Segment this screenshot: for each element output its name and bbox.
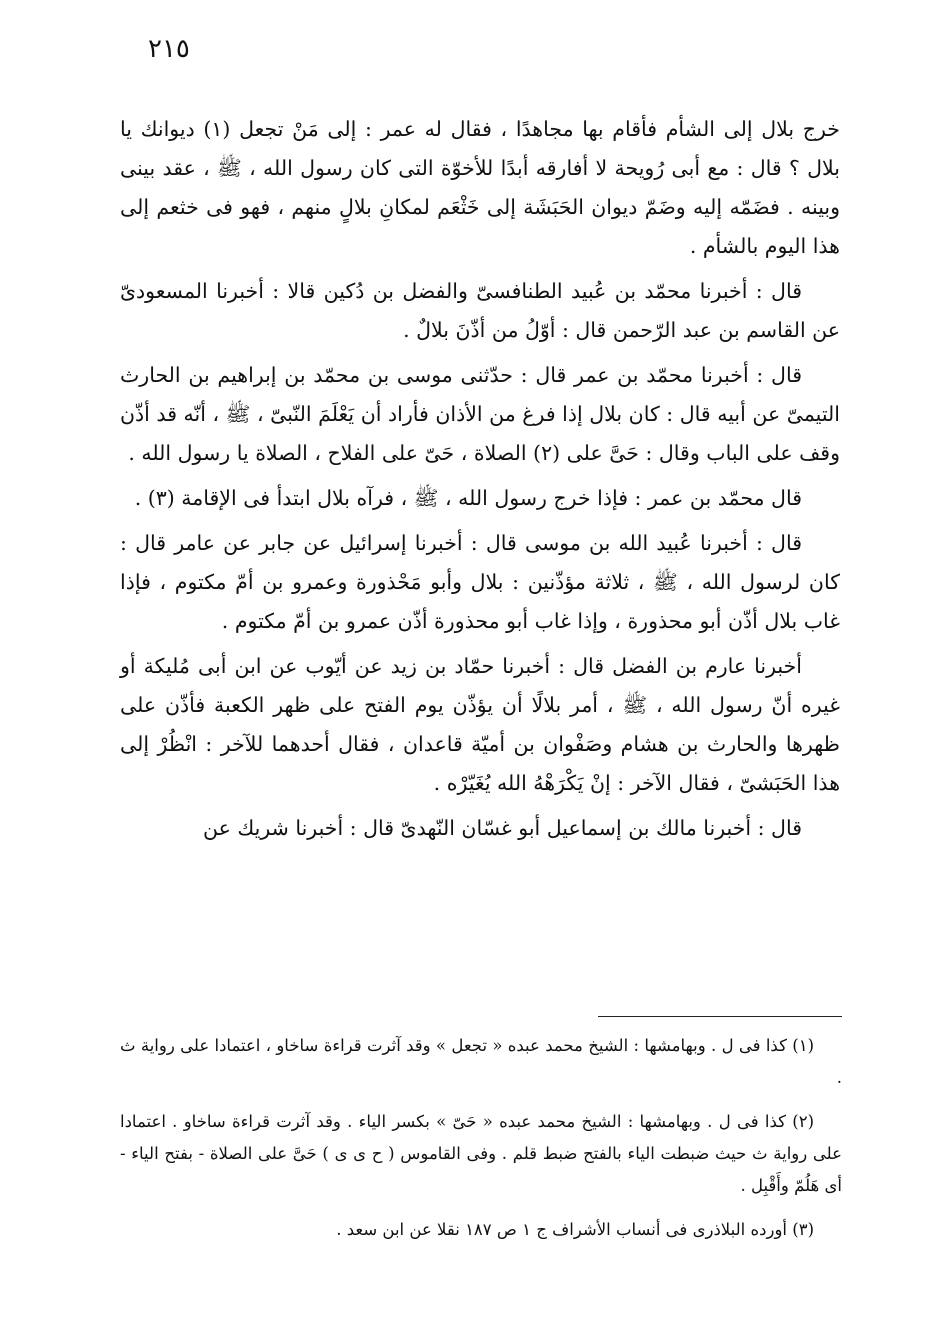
paragraph-7: قال : أخبرنا مالك بن إسماعيل أبو غسّان النّهدىّ قال : أخبرنا شريك عن <box>202 816 802 840</box>
footnotes <box>120 1030 842 1258</box>
paragraph-6: أخبرنا عارم بن الفضل قال : أخبرنا حمّاد بن زيد عن أيّوب عن ابن أبى مُليكة أو غيره أنّ رسول الله ، ﷺ ، أمر بلالًا أن يؤذّن يوم الفتح على ظهر الكعبة فأذّن على ظهرها والحارث بن هشام وصَفْوان بن أميّة قاعدان ، فقال أحدهما للآخر : انْظُرْ إلى هذا الحَبَشىّ ، فقال الآخر : إنْ يَكْرَهْهُ الله يُغَيّرْه . <box>120 654 840 795</box>
paragraph-5: قال : أخبرنا عُبيد الله بن موسى قال : أخبرنا إسرائيل عن جابر عن عامر قال : كان لرسول الله ، ﷺ ، ثلاثة مؤذّنين : بلال وأبو مَحْذورة وعمرو بن أمّ مكتوم ، فإذا غاب بلال أذّن أبو محذورة ، وإذا غاب أبو محذورة أذّن عمرو بن أمّ مكتوم . <box>120 531 840 633</box>
footnote-1: (١) كذا فى ل . وبهامشها : الشيخ محمد عبده « تجعل » وقد آثرت قراءة ساخاو ، اعتمادا على رواية ث . <box>120 1036 842 1087</box>
paragraph-1: خرج بلال إلى الشأم فأقام بها مجاهدًا ، فقال له عمر : إلى مَنْ تجعل (١) ديوانك يا بلال ؟ قال : مع أبى رُويحة لا أفارقه أبدًا للأخوّة التى كان رسول الله ، ﷺ ، عقد بينى وبينه . فضَمّه إليه وضَمّ ديوان الحَبَشَة إلى خَثْعَم لمكانِ بلالٍ منهم ، فهو فى خثعم إلى هذا اليوم بالشأم . <box>120 117 840 258</box>
footnote-separator <box>598 1016 842 1017</box>
footnote-3: (٣) أورده البلاذرى فى أنساب الأشراف ج ١ ص ١٨٧ نقلا عن ابن سعد . <box>336 1220 814 1239</box>
paragraph-2: قال : أخبرنا محمّد بن عُبيد الطنافسىّ والفضل بن دُكين قالا : أخبرنا المسعودىّ عن القاسم بن عبد الرّحمن قال : أوّلُ من أذّنَ بلالٌ . <box>120 279 840 342</box>
paragraph-4: قال محمّد بن عمر : فإذا خرج رسول الله ، ﷺ ، فرآه بلال ابتدأ فى الإقامة (٣) . <box>134 486 802 510</box>
page-number: ٢١٥ <box>148 34 190 64</box>
footnote-2: (٢) كذا فى ل . وبهامشها : الشيخ محمد عبده « حَىّ » بكسر الياء . وقد آثرت قراءة ساخاو . اعتمادا على رواية ث حيث ضبطت الياء بالفتح ضبط قلم . وفى القاموس ( ح ى ى ) حَىَّ على الصلاة - بفتح الياء - أى هَلُمّ وأَقْبِل . <box>120 1112 842 1195</box>
paragraph-3: قال : أخبرنا محمّد بن عمر قال : حدّثنى موسى بن محمّد بن إبراهيم بن الحارث التيمىّ عن أبيه قال : كان بلال إذا فرغ من الأذان فأراد أن يَعْلَمَ النّبىّ ، ﷺ ، أنّه قد أذّن وقف على الباب وقال : حَىَّ على (٢) الصلاة ، حَىّ على الفلاح ، الصلاة يا رسول الله . <box>120 363 840 465</box>
main-text <box>120 110 840 854</box>
